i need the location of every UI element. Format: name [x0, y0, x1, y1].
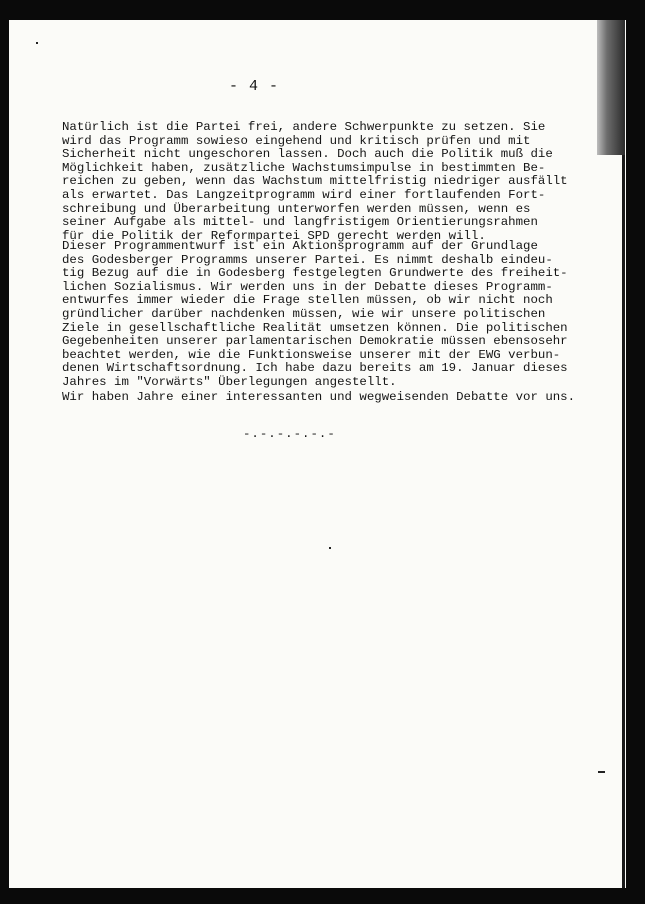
text-line: seiner Aufgabe als mittel- und langfristigem Orientierungsrahmen [62, 215, 538, 230]
text-line: entwurfes immer wieder die Frage stellen müssen, ob wir nicht noch [62, 293, 553, 308]
text-line: des Godesberger Programms unserer Partei. Es nimmt deshalb eindeu- [62, 252, 553, 267]
text-line: Sicherheit nicht ungeschoren lassen. Doch auch die Politik muß die [62, 147, 553, 162]
text-line: als erwartet. Das Langzeitprogramm wird einer fortlaufenden Fort- [62, 187, 546, 202]
scan-edge-shadow [597, 20, 625, 155]
paragraph-1 [62, 121, 568, 243]
text-line: beachtet werden, wie die Funktionsweise unserer mit der EWG verbun- [62, 347, 561, 362]
paragraph-2 [62, 240, 568, 390]
text-line: für die Politik der Reformpartei SPD gerecht werden will. [62, 228, 486, 243]
page-number: - 4 - [229, 78, 280, 95]
text-line: denen Wirtschaftsordnung. Ich habe dazu bereits am 19. Januar dieses [62, 361, 568, 376]
text-line: lichen Sozialismus. Wir werden uns in der Debatte dieses Programm- [62, 279, 553, 294]
scan-edge-line [622, 155, 625, 888]
text-line: tig Bezug auf die in Godesberg festgelegten Grundwerte des freiheit- [62, 266, 568, 281]
section-divider: -.-.-.-.-.- [243, 427, 336, 441]
text-line: Möglichkeit haben, zusätzliche Wachstumsimpulse in bestimmten Be- [62, 160, 546, 175]
scan-speck [329, 547, 331, 549]
text-line: Natürlich ist die Partei frei, andere Schwerpunkte zu setzen. Sie [62, 120, 546, 134]
text-line: Dieser Programmentwurf ist ein Aktionsprogramm auf der Grundlage [62, 239, 538, 253]
text-line: gründlicher darüber nachdenken müssen, wie wir unsere politischen [62, 306, 546, 321]
text-line: wird das Programm sowieso eingehend und kritisch prüfen und mit [62, 133, 531, 148]
text-line: Jahres im "Vorwärts" Überlegungen angestellt. [62, 374, 397, 389]
scan-speck [36, 42, 38, 44]
text-line: Gegebenheiten unserer parlamentarischen Demokratie müssen ebensosehr [62, 334, 568, 349]
text-line: reichen zu geben, wenn das Wachstum mittelfristig niedriger ausfällt [62, 174, 568, 189]
text-line: Ziele in gesellschaftliche Realität umsetzen können. Die politischen [62, 320, 568, 335]
paragraph-3 [62, 391, 575, 405]
scan-mark [598, 771, 605, 773]
text-line: schreibung und Überarbeitung unterworfen werden müssen, wenn es [62, 201, 531, 216]
text-line: Wir haben Jahre einer interessanten und wegweisenden Debatte vor uns. [62, 390, 576, 404]
